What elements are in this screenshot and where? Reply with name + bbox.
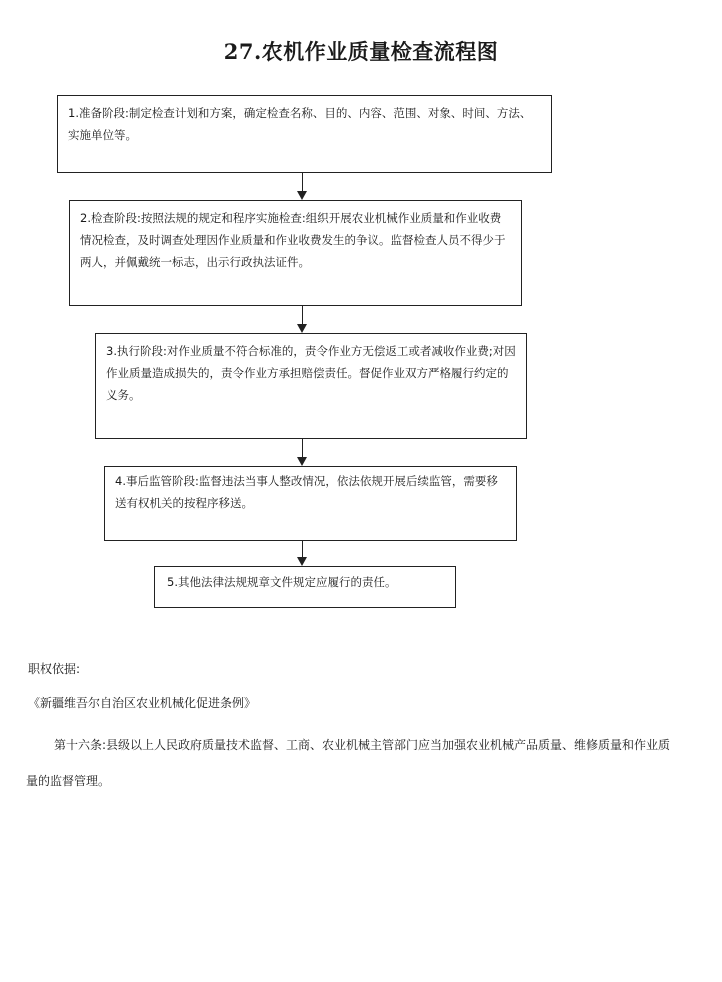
- authority-law-title: 《新疆维吾尔自治区农业机械化促进条例》: [28, 696, 257, 710]
- page-title: 27.农机作业质量检查流程图: [223, 39, 499, 64]
- authority-basis-label: 职权依据:: [28, 662, 81, 676]
- flow-arrow-3-to-4: [296, 439, 308, 466]
- step-4-supervision-box: 4.事后监管阶段:监督违法当事人整改情况，依法依规开展后续监管，需要移送有权机关的按程序移送。: [104, 466, 517, 541]
- flow-arrow-4-to-5: [296, 541, 308, 566]
- step-1-preparation-box: 1.准备阶段:制定检查计划和方案，确定检查名称、目的、内容、范围、对象、时间、方法、实施单位等。: [57, 95, 552, 173]
- flow-arrow-2-to-3: [296, 306, 308, 333]
- step-2-inspection-box: 2.检查阶段:按照法规的规定和程序实施检查:组织开展农业机械作业质量和作业收费情况检查，及时调查处理因作业质量和作业收费发生的争议。监督检查人员不得少于两人，并佩戴统一标志，出示行政执法证件。: [69, 200, 522, 306]
- flow-arrow-1-to-2: [296, 173, 308, 200]
- authority-article-text: 第十六条:县级以上人民政府质量技术监督、工商、农业机械主管部门应当加强农业机械产品质量、维修质量和作业质量的监督管理。: [26, 738, 671, 788]
- step-3-execution-box: 3.执行阶段:对作业质量不符合标准的，责令作业方无偿返工或者减收作业费;对因作业质量造成损失的，责令作业方承担赔偿责任。督促作业双方严格履行约定的义务。: [95, 333, 527, 439]
- step-5-other-duties-box: 5.其他法律法规规章文件规定应履行的责任。: [154, 566, 456, 608]
